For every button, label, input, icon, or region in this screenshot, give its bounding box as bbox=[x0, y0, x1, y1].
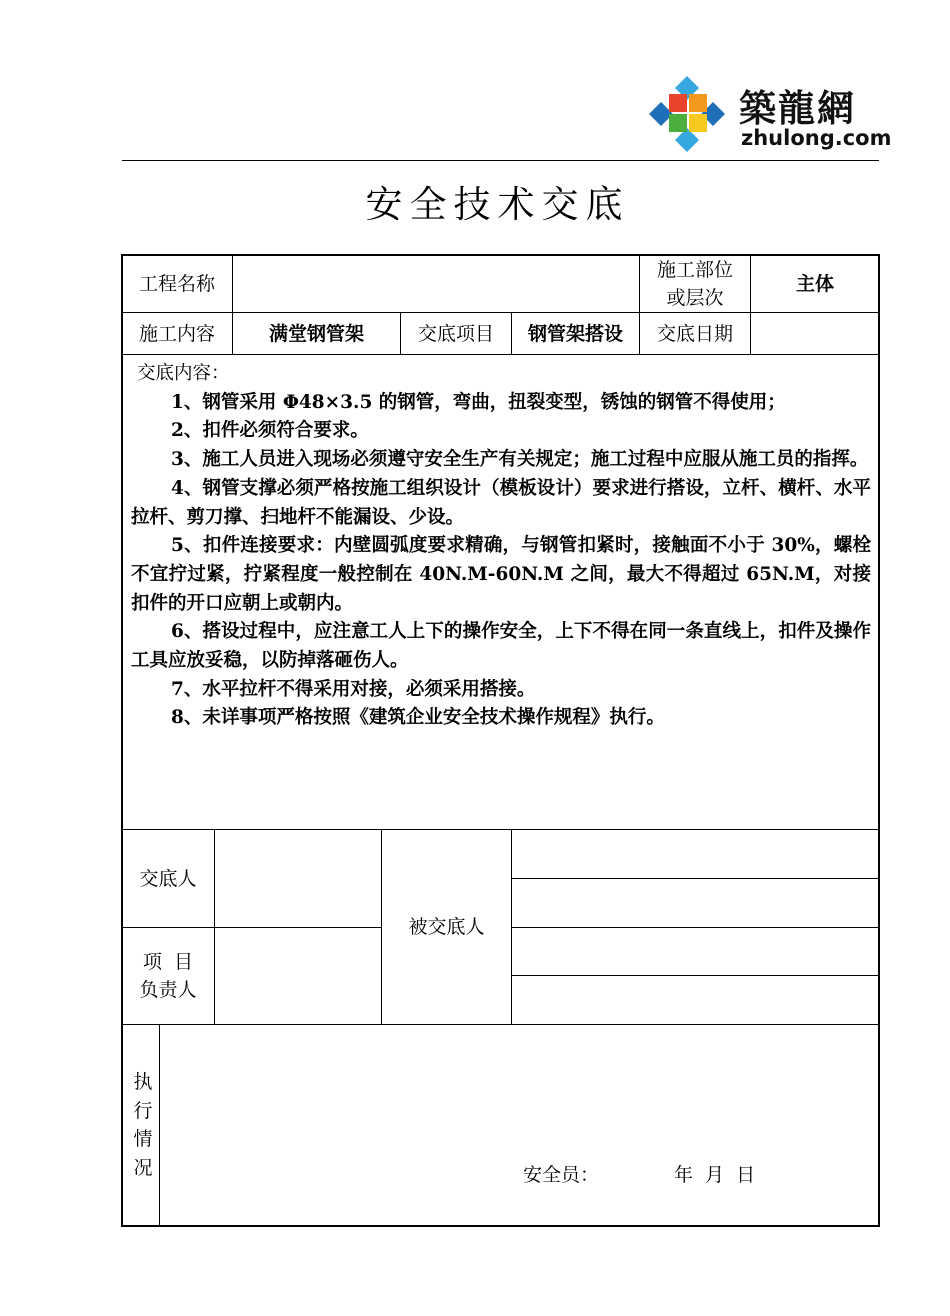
briefing-item: 1、钢管采用 Φ48×3.5 的钢管，弯曲，扭裂变型，锈蚀的钢管不得使用； bbox=[171, 391, 786, 413]
project-lead-label bbox=[122, 928, 214, 1024]
briefing-date-label: 交底日期 bbox=[656, 322, 733, 345]
page-title: 安全技术交底 bbox=[365, 183, 630, 226]
execution-label-char: 况 bbox=[133, 1156, 153, 1179]
recipient-signature-line[interactable] bbox=[512, 976, 879, 1024]
briefing-content-heading: 交底内容： bbox=[137, 363, 230, 384]
header-divider bbox=[122, 160, 879, 161]
project-lead-signature-field[interactable] bbox=[215, 928, 381, 1024]
row-divider bbox=[122, 1024, 879, 1025]
project-name-label: 工程名称 bbox=[138, 273, 215, 295]
project-name-value[interactable] bbox=[233, 256, 639, 312]
row-divider bbox=[122, 354, 879, 355]
location-label-line2: 或层次 bbox=[666, 287, 724, 309]
briefing-item: 6、搭设过程中，应注意工人上下的操作安全，上下不得在同一条直线上，扣件及操作工具应放妥稳，以防掉落砸伤人。 bbox=[131, 621, 871, 672]
zhulong-logo-icon bbox=[647, 74, 733, 156]
date-label: 年 月 日 bbox=[674, 1164, 756, 1186]
col-divider bbox=[159, 1024, 160, 1225]
recipient-signature-line[interactable] bbox=[512, 879, 879, 927]
construction-content-label: 施工内容 bbox=[138, 322, 215, 345]
briefing-item: 2、扣件必须符合要求。 bbox=[171, 420, 369, 442]
zhulong-logo bbox=[647, 74, 892, 156]
project-lead-label-line2: 负责人 bbox=[139, 979, 197, 1001]
briefing-item: 4、钢管支撑必须严格按施工组织设计（模板设计）要求进行搭设，立杆、横杆、水平拉杆、剪刀撑、扫地杆不能漏设、少设。 bbox=[131, 477, 871, 528]
briefer-label: 交底人 bbox=[139, 867, 197, 890]
location-label-line1: 施工部位 bbox=[656, 259, 733, 281]
recipient-label: 被交底人 bbox=[408, 916, 485, 938]
location-label bbox=[640, 256, 750, 312]
recipient-signature-line[interactable] bbox=[512, 928, 879, 975]
safety-officer-label: 安全员： bbox=[523, 1164, 600, 1186]
briefing-item-value[interactable]: 钢管架搭设 bbox=[527, 322, 623, 345]
briefing-item: 5、扣件连接要求：内壁圆弧度要求精确，与钢管扣紧时，接触面不小于 30%，螺栓不宜拧过紧，拧紧程度一般控制在 40N.M-60N.M 之间，最大不得超过 65N.M，对接扣件的开口应朝上或朝内。 bbox=[131, 535, 871, 614]
briefing-item: 8、未详事项严格按照《建筑企业安全技术操作规程》执行。 bbox=[171, 707, 665, 729]
briefer-signature-field[interactable] bbox=[215, 830, 381, 927]
briefing-content bbox=[131, 360, 871, 733]
execution-label-char: 执 bbox=[133, 1071, 153, 1093]
project-lead-label-line1: 项 目 bbox=[142, 951, 194, 973]
execution-status-label bbox=[128, 1068, 158, 1182]
location-value[interactable]: 主体 bbox=[795, 273, 834, 295]
briefing-item: 3、施工人员进入现场必须遵守安全生产有关规定；施工过程中应服从施工员的指挥。 bbox=[171, 449, 869, 471]
recipient-signature-line[interactable] bbox=[512, 830, 879, 878]
construction-content-value[interactable]: 满堂钢管架 bbox=[268, 322, 364, 345]
briefing-item: 7、水平拉杆不得采用对接，必须采用搭接。 bbox=[171, 678, 536, 700]
briefing-item-label: 交底项目 bbox=[417, 322, 494, 345]
execution-label-char: 行 bbox=[133, 1099, 153, 1122]
logo-brand-cn: 築龍網 bbox=[739, 86, 856, 130]
execution-label-char: 情 bbox=[133, 1128, 153, 1150]
logo-brand-en: zhulong.com bbox=[741, 126, 892, 150]
briefing-date-value[interactable] bbox=[751, 313, 879, 354]
